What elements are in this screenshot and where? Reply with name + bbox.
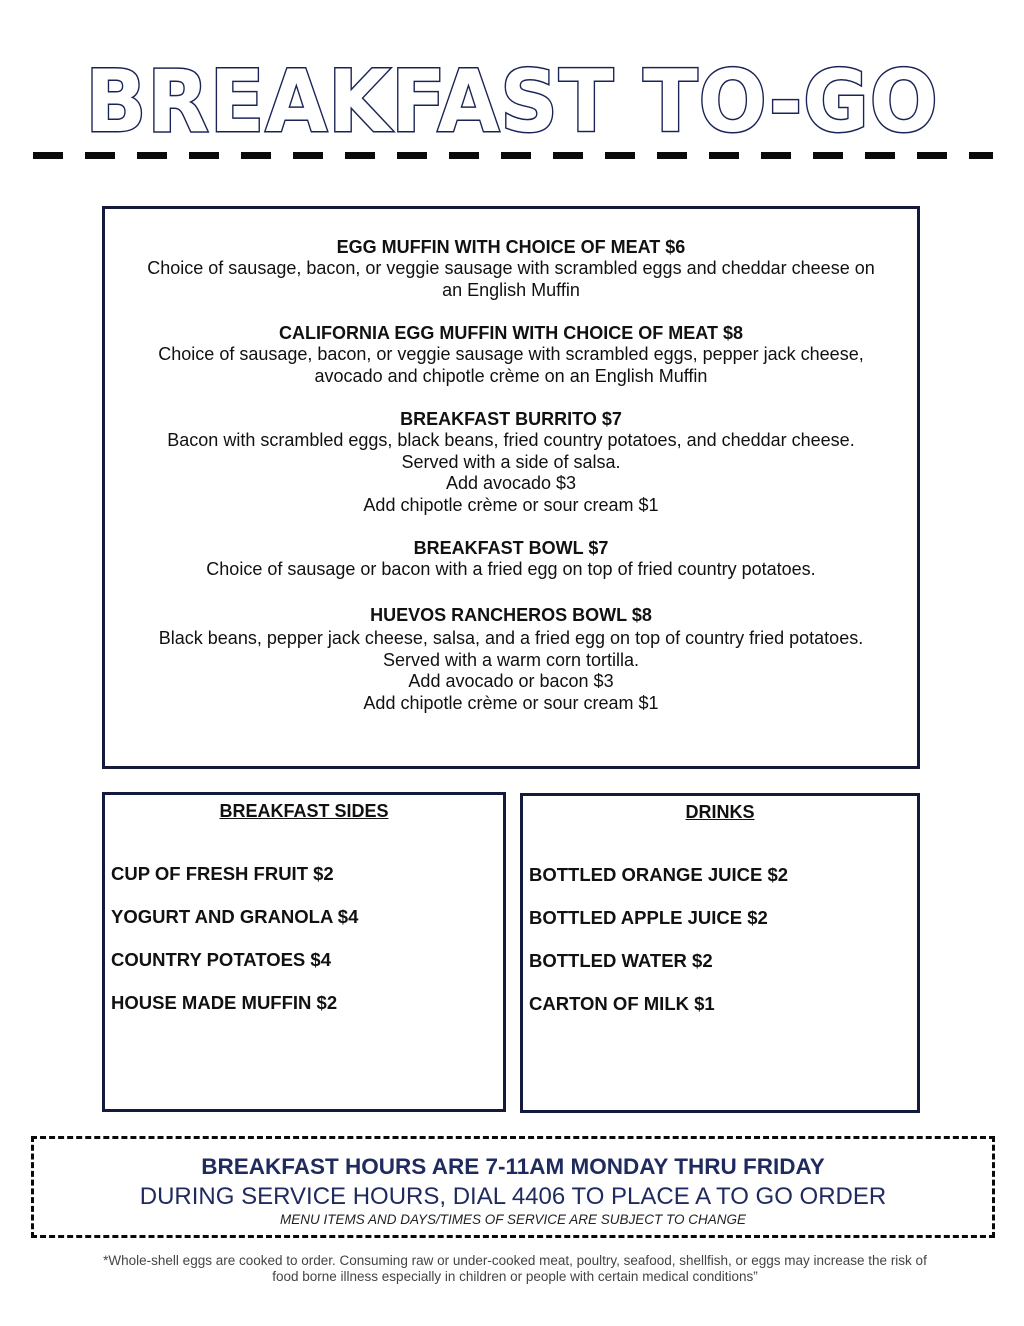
menu-item-description: Choice of sausage, bacon, or veggie sausage with scrambled eggs, pepper jack cheese, avocado and chipotle crème on an English Muffin: [158, 344, 864, 386]
drinks-list: [529, 864, 788, 1036]
menu-item-huevos-rancheros-bowl: [105, 604, 917, 714]
dial-to-order: DURING SERVICE HOURS, DIAL 4406 TO PLACE A TO GO ORDER: [139, 1183, 887, 1210]
drink-item: BOTTLED ORANGE JUICE $2: [529, 864, 789, 885]
menu-item-title: CALIFORNIA EGG MUFFIN WITH CHOICE OF MEAT $8: [279, 323, 743, 343]
menu-item-addon: Add chipotle crème or sour cream $1: [363, 692, 659, 713]
side-item: HOUSE MADE MUFFIN $2: [111, 992, 338, 1013]
drink-item: BOTTLED APPLE JUICE $2: [529, 907, 768, 928]
food-safety-disclaimer: [40, 1253, 990, 1284]
breakfast-hours: BREAKFAST HOURS ARE 7-11AM MONDAY THRU FRIDAY: [201, 1154, 825, 1179]
disclaimer-line: *Whole-shell eggs are cooked to order. Consuming raw or under-cooked meat, poultry, seafood, shellfish, or eggs may increase the risk of: [103, 1253, 927, 1268]
side-item: CUP OF FRESH FRUIT $2: [111, 863, 334, 884]
side-item: YOGURT AND GRANOLA $4: [111, 906, 359, 927]
menu-item-addon: Add chipotle crème or sour cream $1: [363, 494, 659, 515]
menu-item-breakfast-bowl: [105, 537, 917, 581]
sides-heading: BREAKFAST SIDES: [219, 801, 389, 821]
disclaimer-line: food borne illness especially in children or people with certain medical conditions”: [272, 1268, 758, 1284]
menu-item-california-egg-muffin: [105, 322, 917, 387]
menu-item-title: EGG MUFFIN WITH CHOICE OF MEAT $6: [336, 237, 686, 257]
drinks-box: [520, 793, 920, 1113]
menu-item-description: Choice of sausage, bacon, or veggie sausage with scrambled eggs and cheddar cheese on an English Muffin: [147, 258, 875, 300]
menu-item-addon: Add avocado or bacon $3: [408, 671, 614, 691]
menu-item-description: Choice of sausage or bacon with a fried egg on top of fried country potatoes.: [206, 559, 816, 579]
page-title: BREAKFAST TO-GO: [85, 52, 939, 152]
sides-list: [111, 863, 358, 1035]
menu-item-description: Black beans, pepper jack cheese, salsa, and a fried egg on top of country fried potatoes. Served with a warm corn tortilla.: [158, 628, 864, 670]
menu-item-title: BREAKFAST BURRITO $7: [400, 409, 622, 429]
breakfast-sides-box: [102, 792, 506, 1112]
menu-item-description: Bacon with scrambled eggs, black beans, fried country potatoes, and cheddar cheese. Served with a side of salsa.: [167, 430, 855, 472]
side-item: COUNTRY POTATOES $4: [111, 949, 331, 970]
subject-to-change-note: MENU ITEMS AND DAYS/TIMES OF SERVICE ARE SUBJECT TO CHANGE: [279, 1212, 747, 1227]
drink-item: CARTON OF MILK $1: [529, 993, 715, 1014]
menu-item-breakfast-burrito: [105, 408, 917, 516]
menu-item-title: HUEVOS RANCHEROS BOWL $8: [370, 605, 652, 625]
menu-item-title: BREAKFAST BOWL $7: [413, 538, 609, 558]
menu-item-addon: Add avocado $3: [445, 473, 577, 493]
service-info-box: [31, 1136, 995, 1238]
dashed-divider: [33, 152, 993, 159]
drink-item: BOTTLED WATER $2: [529, 950, 713, 971]
drinks-heading: DRINKS: [685, 802, 755, 822]
main-menu-box: [102, 206, 920, 769]
menu-item-egg-muffin: [105, 236, 917, 301]
